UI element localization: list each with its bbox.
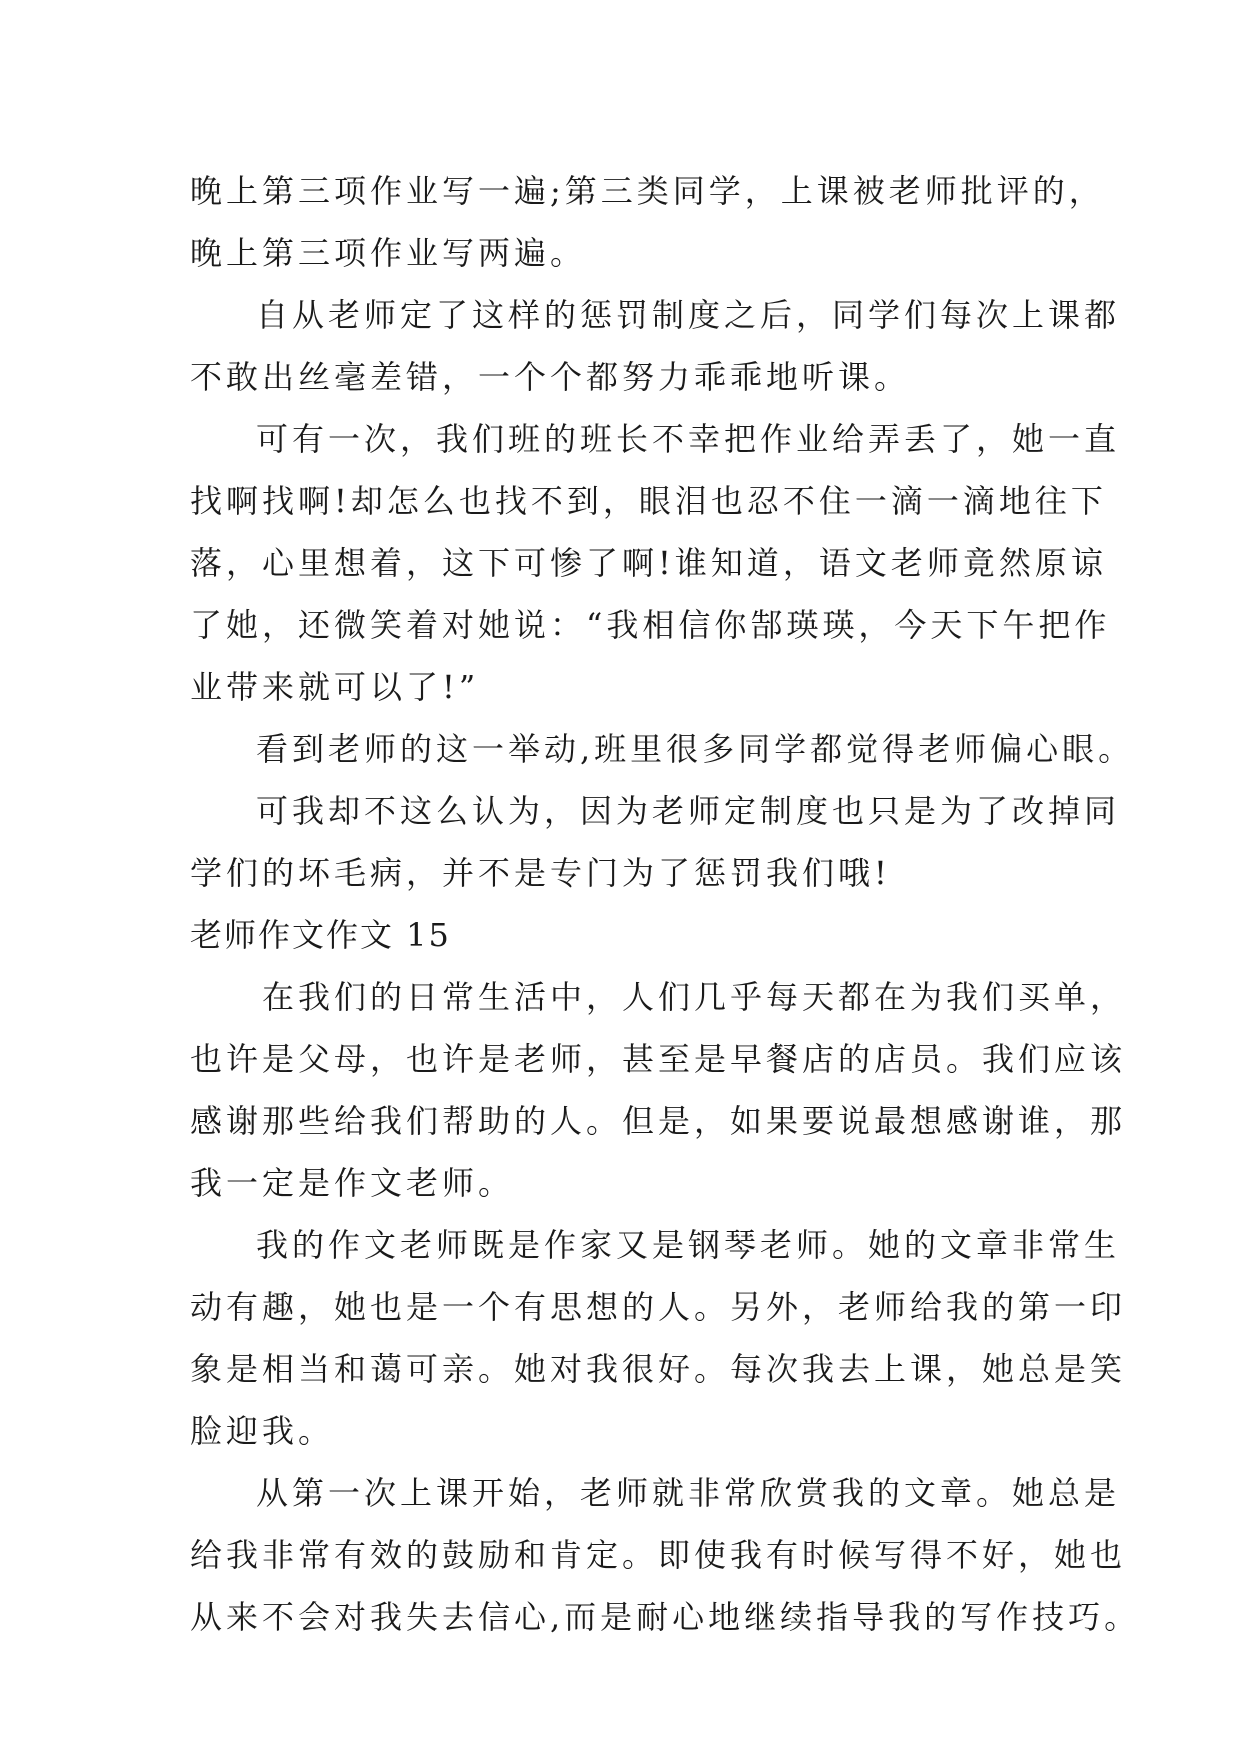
- document-body: [190, 160, 1141, 1648]
- text-line: 给我非常有效的鼓励和肯定。即使我有时候写得不好，她也: [190, 1536, 1127, 1574]
- text-line: 看到老师的这一举动,班里很多同学都觉得老师偏心眼。: [256, 730, 1135, 768]
- text-line: 从来不会对我失去信心,而是耐心地继续指导我的写作技巧。: [190, 1598, 1141, 1636]
- text-line: 象是相当和蔼可亲。她对我很好。每次我去上课，她总是笑: [190, 1350, 1127, 1388]
- text-line: 动有趣，她也是一个有思想的人。另外，老师给我的第一印: [190, 1288, 1127, 1326]
- text-line: 不敢出丝毫差错，一个个都努力乖乖地听课。: [190, 358, 911, 396]
- text-line: 落，心里想着，这下可惨了啊!谁知道，语文老师竟然原谅: [190, 544, 1107, 582]
- text-line: 了她，还微笑着对她说：“我相信你郜瑛瑛，今天下午把作: [190, 606, 1111, 644]
- text-line: 学们的坏毛病，并不是专门为了惩罚我们哦!: [190, 854, 891, 892]
- text-line: 找啊找啊!却怎么也找不到，眼泪也忍不住一滴一滴地往下: [190, 482, 1107, 520]
- text-line: 从第一次上课开始，老师就非常欣赏我的文章。她总是: [256, 1474, 1121, 1512]
- text-line: 在我们的日常生活中，人们几乎每天都在为我们买单，: [262, 978, 1127, 1016]
- text-line: 晚上第三项作业写两遍。: [190, 234, 587, 272]
- text-line: 也许是父母，也许是老师，甚至是早餐店的店员。我们应该: [190, 1040, 1127, 1078]
- text-line: 业带来就可以了!”: [190, 668, 480, 706]
- text-line: 可我却不这么认为，因为老师定制度也只是为了改掉同: [256, 792, 1121, 830]
- text-line: 可有一次，我们班的班长不幸把作业给弄丢了，她一直: [256, 420, 1121, 458]
- text-line: 晚上第三项作业写一遍;第三类同学，上课被老师批评的，: [190, 172, 1105, 210]
- text-line: 我的作文老师既是作家又是钢琴老师。她的文章非常生: [256, 1226, 1121, 1264]
- section-heading: 老师作文作文 15: [190, 916, 451, 954]
- text-line: 自从老师定了这样的惩罚制度之后，同学们每次上课都: [256, 296, 1121, 334]
- text-line: 我一定是作文老师。: [190, 1164, 515, 1202]
- text-line: 感谢那些给我们帮助的人。但是，如果要说最想感谢谁，那: [190, 1102, 1127, 1140]
- text-line: 脸迎我。: [190, 1412, 335, 1450]
